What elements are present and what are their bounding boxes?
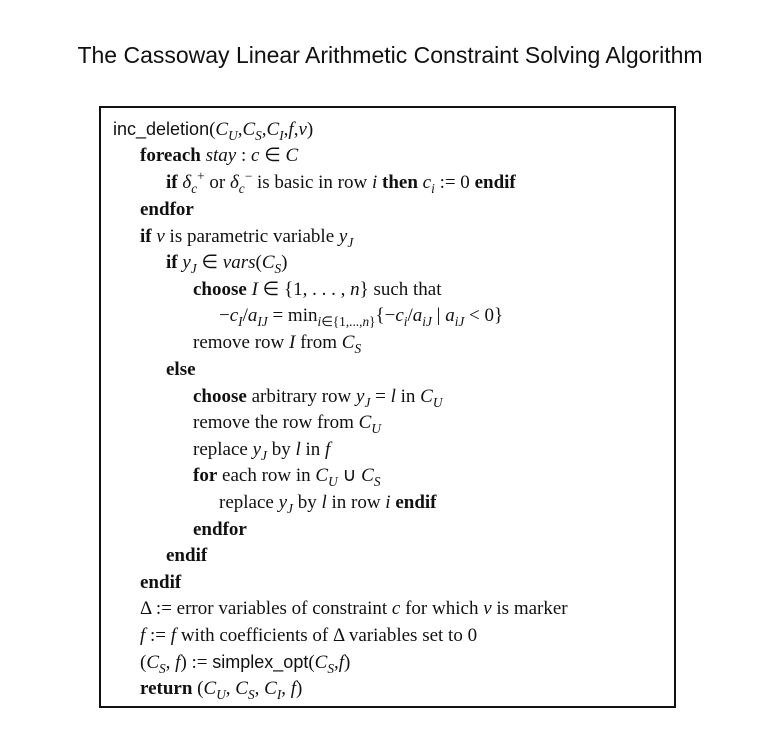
text-in: in [305, 439, 321, 460]
line-header: $inc\_deletion(C_U,C_S,C_I,f,v)$ [113, 119, 314, 143]
keyword-if: if [166, 172, 178, 193]
text-each-row-in: each row in [222, 465, 311, 486]
text-by: by [271, 439, 291, 460]
keyword-endfor: endfor [140, 199, 194, 220]
text-variables-set: variables set to 0 [348, 625, 478, 646]
figure-title: The Cassoway Linear Arithmetic Constraint Solving Algorithm [77, 42, 703, 68]
keyword-endfor: endfor [193, 519, 247, 540]
keyword-endif: endif [140, 572, 182, 593]
keyword-foreach: foreach [140, 145, 201, 166]
keyword-endif: endif [395, 492, 437, 513]
line-endfor-1 [140, 200, 194, 219]
keyword-endif: endif [166, 545, 208, 566]
text-replace: replace [193, 439, 248, 460]
text-error-variables: error variables of constraint [176, 598, 388, 619]
line-min-condition: $-c_I/a_{IJ} = \min_{i\in\{1,...,n\}}\{-c_i/a_{iJ}$ | $a_{iJ} < 0$} [219, 305, 504, 329]
text-is-basic: is basic in row [256, 172, 368, 193]
line-endif-outer [140, 573, 181, 592]
text-from: from [300, 332, 338, 353]
line-for-each-row: for each row in $C_U$ ∪ $C_S$ [193, 465, 381, 489]
text-is-marker: is marker [496, 598, 568, 619]
line-return: return ($C_U$, $C_S$, $C_I$, f) [140, 678, 303, 702]
line-remove-the-row: remove the row from $C_U$ [193, 412, 381, 436]
line-choose-I: choose I ∈ {1, . . . , n} such that [193, 279, 442, 300]
text-for-which: for which [405, 598, 479, 619]
line-replace-in-f: replace $y_J$ by l in f [193, 439, 331, 463]
text-remove-the-row-from: remove the row from [193, 412, 354, 433]
text-is-parametric: is parametric variable [169, 226, 335, 247]
keyword-endif: endif [474, 172, 516, 193]
text-such-that: such that [373, 279, 442, 300]
line-simplex-opt: ($C_S$, f) := $simplex\_opt(C_S,f)$ [140, 652, 351, 676]
keyword-return: return [140, 678, 193, 699]
function-simplex-opt: simplex_opt [212, 652, 309, 672]
line-replace-in-row: replace $y_J$ by l in row i endif [219, 492, 437, 516]
text-in: in [400, 386, 416, 407]
line-if-vars: if $y_J$ ∈ $vars(C_S)$ [166, 252, 288, 276]
line-endif-inner [166, 546, 207, 565]
line-f-assign: f := f with coefficients of Δ variables set to 0 [140, 625, 478, 646]
line-choose-arbitrary: choose arbitrary row $y_J = l$ in $C_U$ [193, 386, 443, 410]
text-remove-row: remove row [193, 332, 285, 353]
line-delta-assign: Δ := error variables of constraint c for which v is marker [140, 598, 568, 619]
text-replace: replace [219, 492, 274, 513]
keyword-else: else [166, 359, 196, 380]
text-or: or [209, 172, 226, 193]
line-endfor-2 [193, 520, 247, 539]
text-with-coefficients: with coefficients of [180, 625, 329, 646]
text-in-row: in row [331, 492, 381, 513]
line-remove-row-I: remove row I from $C_S$ [193, 332, 362, 356]
line-if-basic: if $\delta_c^+$ or $\delta_c^-$ is basic in row i then $c_i$ := 0 endif [166, 168, 516, 196]
keyword-if: if [166, 252, 178, 273]
keyword-choose: choose [193, 386, 247, 407]
keyword-choose: choose [193, 279, 247, 300]
keyword-if: if [140, 226, 152, 247]
text-by: by [297, 492, 317, 513]
line-if-parametric: if v is parametric variable $y_J$ [140, 226, 354, 250]
keyword-for: for [193, 465, 218, 486]
function-name: inc_deletion [113, 119, 210, 139]
text-arbitrary-row: arbitrary row [251, 386, 352, 407]
line-else [166, 360, 196, 379]
line-foreach: foreach stay : c ∈ C [140, 145, 299, 166]
keyword-then: then [382, 172, 418, 193]
